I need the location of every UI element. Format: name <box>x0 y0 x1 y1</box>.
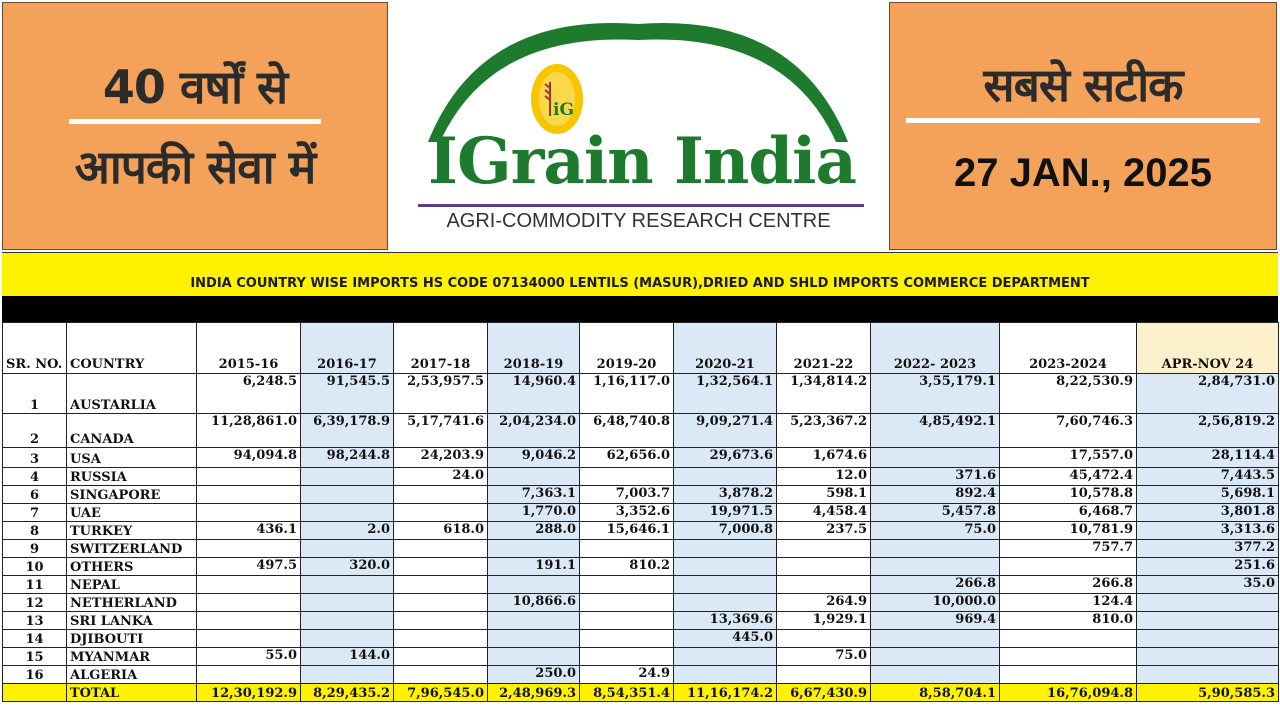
total-value-cell: 11,16,174.2 <box>674 684 777 702</box>
table-row <box>3 666 1279 684</box>
report-date: 27 JAN., 2025 <box>954 151 1212 195</box>
value-cell <box>871 630 1000 648</box>
value-cell: 251.6 <box>1137 558 1279 576</box>
value-cell: 124.4 <box>1000 594 1137 612</box>
value-cell <box>580 612 674 630</box>
column-header: APR-NOV 24 <box>1137 323 1279 374</box>
value-cell <box>580 594 674 612</box>
sr-no-cell: 13 <box>3 612 67 630</box>
value-cell <box>301 612 394 630</box>
sr-no-cell: 9 <box>3 540 67 558</box>
country-cell: OTHERS <box>67 558 197 576</box>
table-row <box>3 468 1279 486</box>
value-cell: 2,04,234.0 <box>488 414 580 448</box>
column-header: SR. NO. <box>3 323 67 374</box>
country-cell: AUSTARLIA <box>67 374 197 414</box>
slogan-line-1: 40 वर्षों से <box>102 60 288 114</box>
value-cell: 98,244.8 <box>301 448 394 468</box>
value-cell: 3,801.8 <box>1137 504 1279 522</box>
value-cell: 7,003.7 <box>580 486 674 504</box>
value-cell <box>394 612 488 630</box>
value-cell <box>674 666 777 684</box>
value-cell <box>394 558 488 576</box>
country-cell: SRI LANKA <box>67 612 197 630</box>
value-cell: 144.0 <box>301 648 394 666</box>
value-cell: 264.9 <box>777 594 871 612</box>
value-cell: 3,313.6 <box>1137 522 1279 540</box>
value-cell <box>197 504 301 522</box>
value-cell <box>197 468 301 486</box>
value-cell <box>301 666 394 684</box>
value-cell: 3,878.2 <box>674 486 777 504</box>
value-cell: 45,472.4 <box>1000 468 1137 486</box>
value-cell <box>301 504 394 522</box>
sr-no-cell: 7 <box>3 504 67 522</box>
sr-no-cell: 14 <box>3 630 67 648</box>
value-cell: 1,929.1 <box>777 612 871 630</box>
value-cell: 371.6 <box>871 468 1000 486</box>
column-header: 2017-18 <box>394 323 488 374</box>
value-cell <box>580 576 674 594</box>
sr-no-cell: 16 <box>3 666 67 684</box>
value-cell: 320.0 <box>301 558 394 576</box>
country-cell: USA <box>67 448 197 468</box>
table-row <box>3 522 1279 540</box>
value-cell <box>301 576 394 594</box>
value-cell: 436.1 <box>197 522 301 540</box>
value-cell <box>488 612 580 630</box>
value-cell <box>674 540 777 558</box>
value-cell: 75.0 <box>777 648 871 666</box>
value-cell <box>674 558 777 576</box>
value-cell <box>394 540 488 558</box>
value-cell <box>871 558 1000 576</box>
sr-no-cell: 10 <box>3 558 67 576</box>
right-tagline-panel <box>889 2 1277 250</box>
value-cell <box>488 540 580 558</box>
value-cell: 14,960.4 <box>488 374 580 414</box>
value-cell: 5,457.8 <box>871 504 1000 522</box>
value-cell <box>197 666 301 684</box>
column-header: 2022- 2023 <box>871 323 1000 374</box>
value-cell <box>674 468 777 486</box>
sr-no-cell: 11 <box>3 576 67 594</box>
column-header: 2019-20 <box>580 323 674 374</box>
value-cell <box>1000 666 1137 684</box>
table-row <box>3 648 1279 666</box>
value-cell: 2,56,819.2 <box>1137 414 1279 448</box>
value-cell: 7,443.5 <box>1137 468 1279 486</box>
value-cell <box>777 630 871 648</box>
value-cell <box>197 486 301 504</box>
value-cell: 55.0 <box>197 648 301 666</box>
table-row <box>3 448 1279 468</box>
value-cell <box>1000 558 1137 576</box>
value-cell: 28,114.4 <box>1137 448 1279 468</box>
sr-no-cell: 3 <box>3 448 67 468</box>
value-cell: 810.2 <box>580 558 674 576</box>
header-banner <box>0 0 1280 252</box>
table-row <box>3 504 1279 522</box>
value-cell: 2.0 <box>301 522 394 540</box>
total-value-cell: 8,54,351.4 <box>580 684 674 702</box>
column-header: 2015-16 <box>197 323 301 374</box>
country-cell: SWITZERLAND <box>67 540 197 558</box>
value-cell: 4,458.4 <box>777 504 871 522</box>
value-cell <box>488 630 580 648</box>
value-cell <box>777 540 871 558</box>
value-cell: 62,656.0 <box>580 448 674 468</box>
value-cell <box>871 666 1000 684</box>
value-cell: 377.2 <box>1137 540 1279 558</box>
value-cell <box>394 576 488 594</box>
total-value-cell: 8,29,435.2 <box>301 684 394 702</box>
value-cell <box>301 468 394 486</box>
sr-no-cell: 8 <box>3 522 67 540</box>
value-cell <box>394 594 488 612</box>
tagline: सबसे सटीक <box>983 58 1183 112</box>
title-separator-bar <box>2 296 1278 322</box>
imports-table-section <box>0 252 1280 709</box>
value-cell <box>1137 612 1279 630</box>
table-row <box>3 576 1279 594</box>
value-cell <box>394 666 488 684</box>
value-cell: 6,39,178.9 <box>301 414 394 448</box>
table-row <box>3 594 1279 612</box>
table-row <box>3 630 1279 648</box>
logo-subtitle: AGRI-COMMODITY RESEARCH CENTRE <box>446 210 831 232</box>
value-cell: 10,866.6 <box>488 594 580 612</box>
total-value-cell: 12,30,192.9 <box>197 684 301 702</box>
value-cell: 35.0 <box>1137 576 1279 594</box>
value-cell <box>488 576 580 594</box>
column-header: 2018-19 <box>488 323 580 374</box>
value-cell: 892.4 <box>871 486 1000 504</box>
value-cell: 757.7 <box>1000 540 1137 558</box>
value-cell <box>674 576 777 594</box>
value-cell: 3,352.6 <box>580 504 674 522</box>
value-cell: 191.1 <box>488 558 580 576</box>
value-cell: 17,557.0 <box>1000 448 1137 468</box>
value-cell <box>871 448 1000 468</box>
value-cell: 11,28,861.0 <box>197 414 301 448</box>
value-cell: 810.0 <box>1000 612 1137 630</box>
column-header: COUNTRY <box>67 323 197 374</box>
value-cell <box>1000 648 1137 666</box>
value-cell: 19,971.5 <box>674 504 777 522</box>
country-cell: NEPAL <box>67 576 197 594</box>
left-slogan-panel <box>2 2 388 250</box>
value-cell: 266.8 <box>871 576 1000 594</box>
sr-no-cell: 4 <box>3 468 67 486</box>
value-cell: 24.0 <box>394 468 488 486</box>
country-cell: CANADA <box>67 414 197 448</box>
total-value-cell: 6,67,430.9 <box>777 684 871 702</box>
value-cell <box>488 648 580 666</box>
slogan-line-2: आपकी सेवा में <box>74 140 316 194</box>
value-cell: 266.8 <box>1000 576 1137 594</box>
value-cell: 13,369.6 <box>674 612 777 630</box>
logo-name: IGrain India <box>428 124 856 199</box>
value-cell: 237.5 <box>777 522 871 540</box>
table-row <box>3 558 1279 576</box>
value-cell <box>394 648 488 666</box>
value-cell: 969.4 <box>871 612 1000 630</box>
table-row <box>3 612 1279 630</box>
value-cell: 10,000.0 <box>871 594 1000 612</box>
value-cell: 5,23,367.2 <box>777 414 871 448</box>
value-cell: 618.0 <box>394 522 488 540</box>
column-header: 2020-21 <box>674 323 777 374</box>
value-cell: 250.0 <box>488 666 580 684</box>
value-cell <box>1137 648 1279 666</box>
value-cell <box>580 468 674 486</box>
tagline-divider <box>906 118 1260 123</box>
total-value-cell: 16,76,094.8 <box>1000 684 1137 702</box>
value-cell: 2,53,957.5 <box>394 374 488 414</box>
value-cell <box>580 648 674 666</box>
column-header: 2023-2024 <box>1000 323 1137 374</box>
value-cell: 288.0 <box>488 522 580 540</box>
country-cell: RUSSIA <box>67 468 197 486</box>
value-cell: 5,17,741.6 <box>394 414 488 448</box>
country-cell: SINGAPORE <box>67 486 197 504</box>
value-cell <box>1000 630 1137 648</box>
value-cell <box>197 612 301 630</box>
value-cell: 2,84,731.0 <box>1137 374 1279 414</box>
country-cell: TURKEY <box>67 522 197 540</box>
value-cell: 15,646.1 <box>580 522 674 540</box>
total-value-cell: 8,58,704.1 <box>871 684 1000 702</box>
table-row <box>3 540 1279 558</box>
country-cell: NETHERLAND <box>67 594 197 612</box>
value-cell: 1,16,117.0 <box>580 374 674 414</box>
value-cell <box>197 630 301 648</box>
table-title: INDIA COUNTRY WISE IMPORTS HS CODE 07134000 LENTILS (MASUR),DRIED AND SHLD IMPORTS COMMERCE DEPARTMENT <box>2 252 1278 296</box>
value-cell <box>580 540 674 558</box>
sr-no-cell: 15 <box>3 648 67 666</box>
value-cell: 497.5 <box>197 558 301 576</box>
total-label: TOTAL <box>67 684 197 702</box>
value-cell: 445.0 <box>674 630 777 648</box>
value-cell: 94,094.8 <box>197 448 301 468</box>
imports-table <box>2 322 1279 702</box>
value-cell <box>674 648 777 666</box>
table-header-row <box>3 323 1279 374</box>
value-cell: 7,60,746.3 <box>1000 414 1137 448</box>
value-cell <box>1137 666 1279 684</box>
value-cell <box>777 558 871 576</box>
total-sr-cell <box>3 684 67 702</box>
country-cell: UAE <box>67 504 197 522</box>
value-cell: 1,770.0 <box>488 504 580 522</box>
total-value-cell: 7,96,545.0 <box>394 684 488 702</box>
country-cell: ALGERIA <box>67 666 197 684</box>
value-cell: 9,09,271.4 <box>674 414 777 448</box>
value-cell <box>1137 630 1279 648</box>
logo-underline <box>418 204 864 207</box>
value-cell: 5,698.1 <box>1137 486 1279 504</box>
column-header: 2016-17 <box>301 323 394 374</box>
value-cell: 8,22,530.9 <box>1000 374 1137 414</box>
value-cell: 6,468.7 <box>1000 504 1137 522</box>
sr-no-cell: 1 <box>3 374 67 414</box>
value-cell: 12.0 <box>777 468 871 486</box>
value-cell: 1,32,564.1 <box>674 374 777 414</box>
value-cell: 29,673.6 <box>674 448 777 468</box>
value-cell <box>1137 594 1279 612</box>
value-cell <box>871 540 1000 558</box>
value-cell <box>777 666 871 684</box>
value-cell: 7,363.1 <box>488 486 580 504</box>
logo-panel <box>390 2 887 250</box>
value-cell <box>197 540 301 558</box>
value-cell: 9,046.2 <box>488 448 580 468</box>
country-cell: DJIBOUTI <box>67 630 197 648</box>
value-cell: 1,674.6 <box>777 448 871 468</box>
value-cell <box>301 540 394 558</box>
value-cell <box>394 504 488 522</box>
value-cell: 598.1 <box>777 486 871 504</box>
total-value-cell: 5,90,585.3 <box>1137 684 1279 702</box>
table-row <box>3 414 1279 448</box>
sr-no-cell: 6 <box>3 486 67 504</box>
value-cell: 75.0 <box>871 522 1000 540</box>
table-row <box>3 486 1279 504</box>
value-cell: 7,000.8 <box>674 522 777 540</box>
value-cell <box>394 630 488 648</box>
total-row <box>3 684 1279 702</box>
country-cell: MYANMAR <box>67 648 197 666</box>
value-cell <box>394 486 488 504</box>
value-cell: 10,781.9 <box>1000 522 1137 540</box>
column-header: 2021-22 <box>777 323 871 374</box>
value-cell <box>580 630 674 648</box>
value-cell: 10,578.8 <box>1000 486 1137 504</box>
table-row <box>3 374 1279 414</box>
logo-badge-text: iG <box>553 100 574 120</box>
value-cell <box>488 468 580 486</box>
value-cell: 4,85,492.1 <box>871 414 1000 448</box>
value-cell <box>674 594 777 612</box>
value-cell <box>871 648 1000 666</box>
value-cell <box>197 576 301 594</box>
value-cell: 24,203.9 <box>394 448 488 468</box>
value-cell: 3,55,179.1 <box>871 374 1000 414</box>
value-cell <box>301 630 394 648</box>
value-cell <box>301 594 394 612</box>
value-cell <box>777 576 871 594</box>
sr-no-cell: 12 <box>3 594 67 612</box>
total-value-cell: 2,48,969.3 <box>488 684 580 702</box>
value-cell: 6,48,740.8 <box>580 414 674 448</box>
value-cell: 1,34,814.2 <box>777 374 871 414</box>
value-cell <box>197 594 301 612</box>
value-cell: 91,545.5 <box>301 374 394 414</box>
value-cell <box>301 486 394 504</box>
sr-no-cell: 2 <box>3 414 67 448</box>
value-cell: 24.9 <box>580 666 674 684</box>
value-cell: 6,248.5 <box>197 374 301 414</box>
slogan-divider <box>69 119 321 124</box>
